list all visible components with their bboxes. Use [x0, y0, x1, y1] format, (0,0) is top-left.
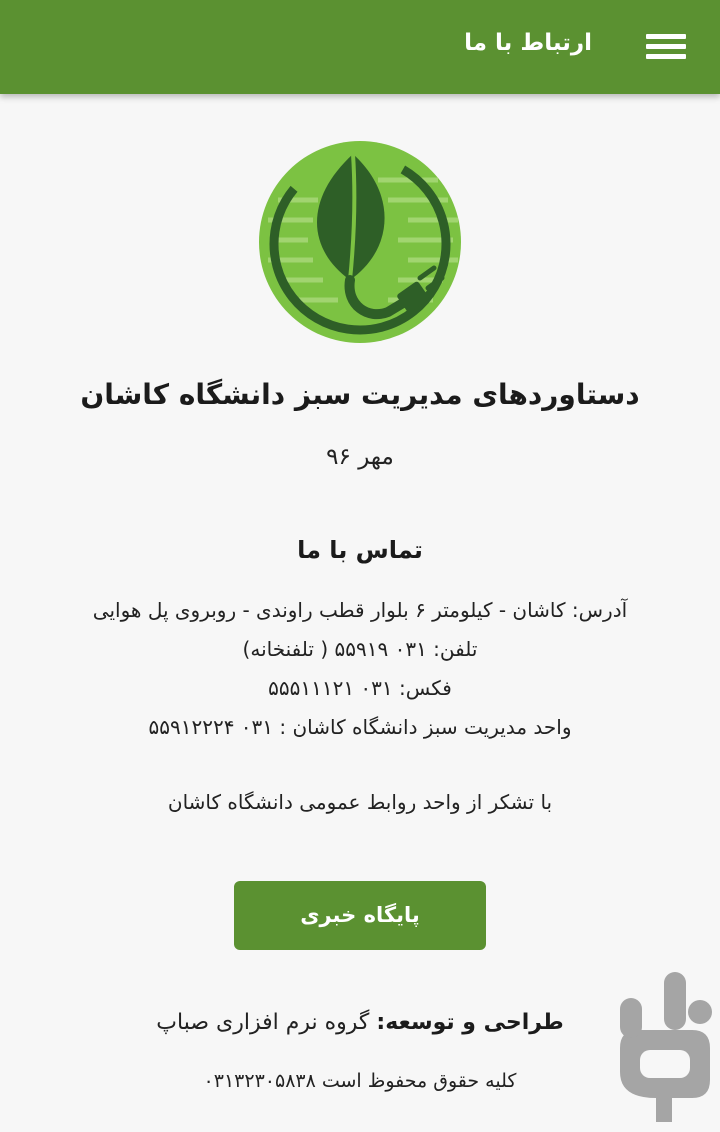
thanks-text: با تشکر از واحد روابط عمومی دانشگاه کاشان	[167, 790, 553, 814]
contact-info	[0, 591, 720, 747]
copyright-text: کلیه حقوق محفوظ است ۰۳۱۳۲۳۰۵۸۳۸	[203, 1070, 517, 1092]
publish-date: مهر ۹۶	[326, 444, 394, 470]
phone-line[interactable]: تلفن: ۰۳۱ ۵۵۹۱۹ ( تلفنخانه)	[242, 637, 478, 661]
menu-line	[646, 54, 686, 59]
menu-line	[646, 44, 686, 49]
cafebazaar-watermark-icon	[612, 968, 716, 1128]
fax-line: فکس: ۰۳۱ ۵۵۵۱۱۱۲۱	[268, 676, 452, 700]
news-base-button[interactable]: پایگاه خبری	[234, 881, 486, 950]
hamburger-menu-icon[interactable]	[646, 32, 686, 60]
address-line: آدرس: کاشان - کیلومتر ۶ بلوار قطب راوندی - روبروی پل هوایی	[92, 598, 628, 622]
achievements-title: دستاوردهای مدیریت سبز دانشگاه کاشان	[80, 378, 640, 411]
credits-label: طراحی و توسعه:	[376, 1010, 564, 1035]
app-bar	[0, 0, 720, 94]
menu-line	[646, 34, 686, 39]
green-unit-phone-line[interactable]: واحد مدیریت سبز دانشگاه کاشان : ۰۳۱ ۵۵۹۱۲۲۲۴	[148, 715, 572, 739]
contact-heading: تماس با ما	[297, 536, 423, 564]
green-leaf-plug-logo	[258, 140, 462, 344]
page-title: ارتباط با ما	[464, 30, 592, 56]
credits-value: گروه نرم افزاری صباپ	[156, 1010, 370, 1035]
